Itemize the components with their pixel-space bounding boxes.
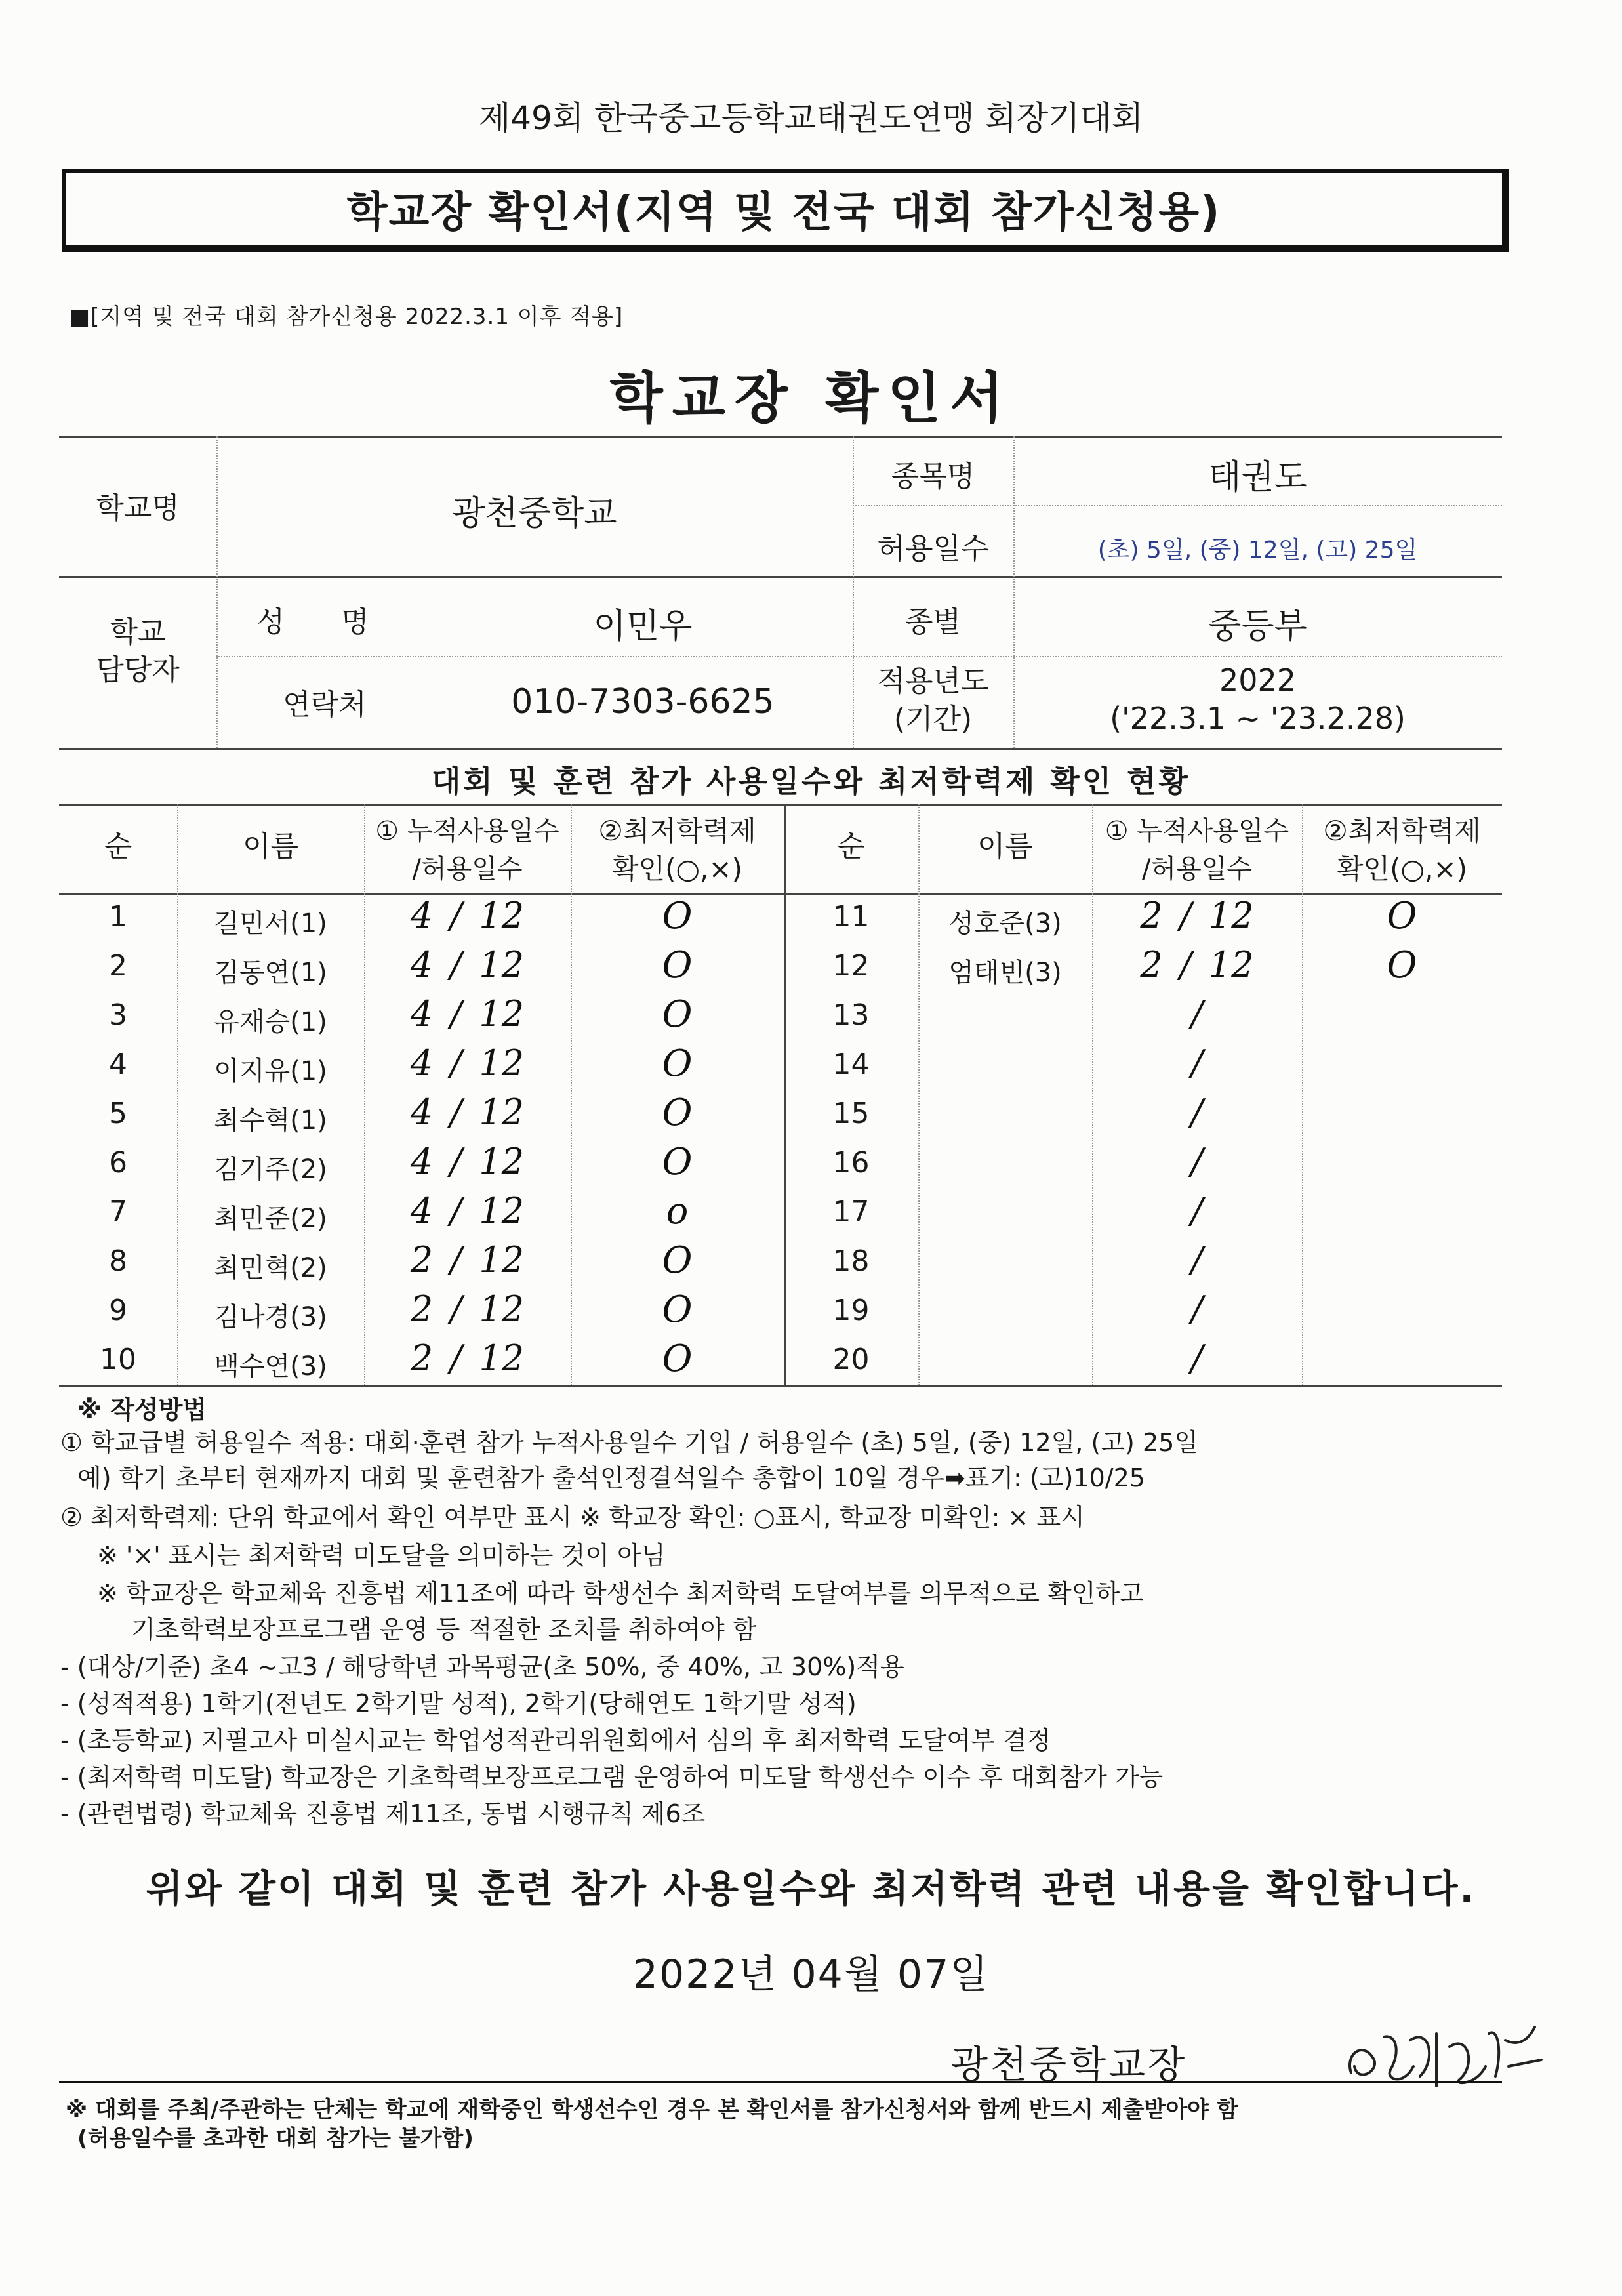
days-separator: / bbox=[450, 1288, 462, 1330]
row-number: 12 bbox=[832, 949, 870, 983]
instruction-line: - (초등학교) 지필고사 미실시교는 학업성적관리위원회에서 심의 후 최저학력 도달여부 결정 bbox=[60, 1726, 1051, 1755]
days-used-cell bbox=[1092, 1239, 1302, 1281]
header-check: ②최저학력제 확인(○,×) bbox=[598, 815, 756, 885]
applied-note: ■[지역 및 전국 대회 참가신청용 2022.3.1 이후 적용] bbox=[69, 304, 624, 330]
instruction-line: - (대상/기준) 초4 ~고3 / 해당학년 과목평균(초 50%, 중 40%, 고 30%)적용 bbox=[60, 1652, 904, 1681]
days-used: 4 bbox=[410, 1190, 434, 1231]
academic-check: O bbox=[662, 944, 693, 987]
days-allowed: 12 bbox=[479, 1141, 525, 1182]
athlete-name: 백수연(3) bbox=[214, 1351, 327, 1382]
days-separator: / bbox=[1190, 1239, 1204, 1281]
academic-check: O bbox=[662, 1141, 693, 1183]
days-separator: / bbox=[450, 1190, 462, 1231]
days-used-cell bbox=[1092, 1190, 1302, 1231]
row-number: 5 bbox=[109, 1097, 127, 1130]
event-title: 제49회 한국중고등학교태권도연맹 회장기대회 bbox=[478, 99, 1144, 137]
days-allowed: 12 bbox=[479, 1042, 525, 1084]
days-used-cell bbox=[364, 944, 571, 985]
instruction-line: 기초학력보장프로그램 운영 등 적절한 조치를 취하여야 함 bbox=[131, 1615, 757, 1644]
row-number: 7 bbox=[109, 1195, 127, 1229]
footer-note-sub: (허용일수를 초과한 대회 참가는 불가함) bbox=[77, 2125, 474, 2152]
sport-value: 태권도 bbox=[1208, 458, 1307, 497]
days-used-cell bbox=[1092, 993, 1302, 1035]
section-heading: 대회 및 훈련 참가 사용일수와 최저학력제 확인 현황 bbox=[431, 764, 1191, 799]
phone-label: 연락처 bbox=[283, 688, 367, 722]
days-separator: / bbox=[450, 1042, 462, 1084]
days-used-cell bbox=[1092, 944, 1302, 985]
school-label: 학교명 bbox=[96, 491, 180, 525]
contact-group-label: 학교 담당자 bbox=[96, 615, 180, 687]
days-allowed: 12 bbox=[479, 1190, 525, 1231]
row-number: 11 bbox=[832, 900, 870, 933]
days-used-cell bbox=[364, 1288, 571, 1330]
row-number: 6 bbox=[109, 1146, 127, 1179]
header-days: ① 누적사용일수 /허용일수 bbox=[1105, 816, 1289, 884]
row-number: 8 bbox=[109, 1244, 127, 1278]
days-used: 4 bbox=[410, 993, 434, 1035]
days-used-cell bbox=[364, 1042, 571, 1084]
days-used: 4 bbox=[410, 944, 434, 985]
row-number: 14 bbox=[832, 1048, 870, 1081]
days-separator: / bbox=[450, 895, 462, 936]
days-separator: / bbox=[1190, 1042, 1204, 1084]
days-used-cell bbox=[364, 1338, 571, 1379]
row-number: 2 bbox=[109, 949, 127, 983]
days-allowed: 12 bbox=[479, 993, 525, 1035]
footer-note: ※ 대회를 주최/주관하는 단체는 학교에 재학중인 학생선수인 경우 본 확인서를 참가신청서와 함께 반드시 제출받아야 함 bbox=[66, 2097, 1238, 2123]
days-separator: / bbox=[1190, 1190, 1204, 1231]
main-title: 학교장 확인서 bbox=[609, 366, 1013, 430]
athlete-name: 최수혁(1) bbox=[214, 1105, 327, 1136]
days-allowed: 12 bbox=[1208, 895, 1254, 936]
days-used-cell bbox=[1092, 1338, 1302, 1379]
days-separator: / bbox=[450, 1239, 462, 1281]
academic-check: O bbox=[662, 1042, 693, 1085]
days-used-cell bbox=[364, 895, 571, 936]
instruction-line: - (최저학력 미도달) 학교장은 기초학력보장프로그램 운영하여 미도달 학생선수 이수 후 대회참가 가능 bbox=[60, 1763, 1164, 1792]
boxed-title: 학교장 확인서(지역 및 전국 대회 참가신청용) bbox=[62, 169, 1509, 252]
days-allowed: 12 bbox=[1208, 944, 1254, 985]
academic-check: O bbox=[662, 1338, 693, 1380]
athlete-name: 최민혁(2) bbox=[214, 1253, 327, 1283]
grid-rule bbox=[59, 576, 1502, 578]
athlete-name: 최민준(2) bbox=[214, 1204, 327, 1234]
athlete-name: 성호준(3) bbox=[948, 909, 1062, 939]
instruction-line: ※ '×' 표시는 최저학력 미도달을 의미하는 것이 아님 bbox=[97, 1541, 666, 1570]
days-separator: / bbox=[450, 993, 462, 1035]
confirmation-statement: 위와 같이 대회 및 훈련 참가 사용일수와 최저학력 관련 내용을 확인합니다. bbox=[146, 1866, 1476, 1911]
header-no: 순 bbox=[104, 830, 132, 863]
days-separator: / bbox=[1190, 1338, 1204, 1379]
allowed-days-label: 허용일수 bbox=[877, 532, 989, 565]
days-separator: / bbox=[1190, 1092, 1204, 1133]
days-used-cell bbox=[1092, 1092, 1302, 1133]
grid-rule bbox=[216, 656, 1502, 657]
days-used: 2 bbox=[410, 1239, 434, 1281]
footer-rule bbox=[59, 2081, 1502, 2083]
instruction-line: ① 학교급별 허용일수 적용: 대회·훈련 참가 누적사용일수 기입 / 허용일수 (초) 5일, (중) 12일, (고) 25일 bbox=[60, 1428, 1199, 1457]
row-number: 16 bbox=[832, 1146, 870, 1179]
academic-check: O bbox=[1387, 895, 1417, 937]
days-used: 4 bbox=[410, 895, 434, 936]
days-allowed: 12 bbox=[479, 944, 525, 985]
days-used: 2 bbox=[410, 1338, 434, 1379]
period-label: 적용년도 (기간) bbox=[877, 665, 989, 736]
academic-check: O bbox=[1387, 944, 1417, 987]
row-number: 17 bbox=[832, 1195, 870, 1229]
days-used-cell bbox=[364, 1239, 571, 1281]
instructions-heading: ※ 작성방법 bbox=[77, 1395, 207, 1424]
days-separator: / bbox=[1179, 944, 1192, 985]
days-used-cell bbox=[364, 1190, 571, 1231]
days-separator: / bbox=[450, 1141, 462, 1182]
row-number: 13 bbox=[832, 998, 870, 1032]
contact-name-value: 이민우 bbox=[593, 607, 693, 646]
athlete-name: 김기주(2) bbox=[214, 1155, 327, 1185]
sport-label: 종목명 bbox=[891, 460, 975, 493]
row-number: 1 bbox=[109, 900, 127, 933]
days-separator: / bbox=[1190, 1141, 1204, 1182]
days-used: 4 bbox=[410, 1092, 434, 1133]
row-number: 19 bbox=[832, 1294, 870, 1327]
instruction-line: ② 최저학력제: 단위 학교에서 확인 여부만 표시 ※ 학교장 확인: ○표시, 학교장 미확인: × 표시 bbox=[60, 1503, 1085, 1532]
row-number: 4 bbox=[109, 1048, 127, 1081]
grid-rule bbox=[59, 436, 1502, 438]
academic-check: O bbox=[662, 895, 693, 937]
header-check: ②최저학력제 확인(○,×) bbox=[1323, 815, 1481, 885]
days-used: 4 bbox=[410, 1042, 434, 1084]
days-allowed: 12 bbox=[479, 1338, 525, 1379]
division-value: 중등부 bbox=[1208, 607, 1307, 646]
days-allowed: 12 bbox=[479, 895, 525, 936]
instruction-line: - (관련법령) 학교체육 진흥법 제11조, 동법 시행규칙 제6조 bbox=[60, 1799, 706, 1828]
row-number: 9 bbox=[109, 1294, 127, 1327]
athlete-name: 유재승(1) bbox=[214, 1007, 327, 1037]
header-no: 순 bbox=[837, 830, 865, 863]
days-separator: / bbox=[1179, 895, 1192, 936]
days-used-cell bbox=[1092, 895, 1302, 936]
academic-check: o bbox=[666, 1190, 689, 1233]
table-rule bbox=[59, 804, 1502, 806]
days-used-cell bbox=[1092, 1042, 1302, 1084]
days-allowed: 12 bbox=[479, 1239, 525, 1281]
academic-check: O bbox=[662, 993, 693, 1036]
athlete-name: 김동연(1) bbox=[214, 958, 327, 988]
days-allowed: 12 bbox=[479, 1288, 525, 1330]
school-value: 광천중학교 bbox=[452, 494, 617, 533]
days-used: 2 bbox=[1140, 895, 1163, 936]
allowed-days-value: (초) 5일, (중) 12일, (고) 25일 bbox=[1097, 537, 1418, 564]
athlete-name: 엄태빈(3) bbox=[948, 958, 1062, 988]
days-separator: / bbox=[450, 1338, 462, 1379]
days-separator: / bbox=[1190, 1288, 1204, 1330]
row-number: 20 bbox=[832, 1343, 870, 1376]
period-range: ('22.3.1 ~ '23.2.28) bbox=[1110, 701, 1406, 736]
phone-value: 010-7303-6625 bbox=[511, 682, 775, 722]
days-allowed: 12 bbox=[479, 1092, 525, 1133]
document-date: 2022년 04월 07일 bbox=[632, 1952, 990, 1998]
principal-signature bbox=[1338, 2014, 1548, 2099]
instruction-line: 예) 학기 초부터 현재까지 대회 및 훈련참가 출석인정결석일수 총합이 10일 경우➡표기: (고)10/25 bbox=[77, 1464, 1145, 1492]
academic-check: O bbox=[662, 1239, 693, 1282]
header-name: 이름 bbox=[242, 830, 298, 863]
table-rule bbox=[59, 1385, 1502, 1387]
days-separator: / bbox=[1190, 993, 1204, 1035]
table-rule bbox=[1302, 804, 1303, 1385]
days-used-cell bbox=[1092, 1141, 1302, 1182]
row-number: 3 bbox=[109, 998, 127, 1032]
table-rule bbox=[918, 804, 920, 1385]
row-number: 18 bbox=[832, 1244, 870, 1278]
days-used-cell bbox=[364, 993, 571, 1035]
grid-rule bbox=[59, 748, 1502, 750]
header-name: 이름 bbox=[977, 830, 1033, 863]
instruction-line: - (성적적용) 1학기(전년도 2학기말 성적), 2학기(당해연도 1학기말 성적) bbox=[60, 1689, 857, 1718]
period-year: 2022 bbox=[1219, 663, 1297, 698]
days-used-cell bbox=[364, 1092, 571, 1133]
name-label: 성 명 bbox=[256, 605, 393, 639]
row-number: 15 bbox=[832, 1097, 870, 1130]
days-used-cell bbox=[364, 1141, 571, 1182]
athlete-name: 김나경(3) bbox=[214, 1302, 327, 1332]
days-used: 4 bbox=[410, 1141, 434, 1182]
days-used: 2 bbox=[410, 1288, 434, 1330]
athlete-name: 길민서(1) bbox=[214, 909, 327, 939]
principal-title: 광천중학교장 bbox=[951, 2042, 1188, 2087]
header-days: ① 누적사용일수 /허용일수 bbox=[375, 816, 559, 884]
grid-rule bbox=[853, 505, 1502, 506]
academic-check: O bbox=[662, 1092, 693, 1134]
athlete-name: 이지유(1) bbox=[214, 1056, 327, 1086]
days-separator: / bbox=[450, 1092, 462, 1133]
division-label: 종별 bbox=[904, 605, 961, 639]
days-separator: / bbox=[450, 944, 462, 985]
row-number: 10 bbox=[100, 1343, 136, 1376]
instruction-line: ※ 학교장은 학교체육 진흥법 제11조에 따라 학생선수 최저학력 도달여부를 의무적으로 확인하고 bbox=[97, 1579, 1144, 1608]
days-used: 2 bbox=[1140, 944, 1163, 985]
days-used-cell bbox=[1092, 1288, 1302, 1330]
academic-check: O bbox=[662, 1288, 693, 1331]
